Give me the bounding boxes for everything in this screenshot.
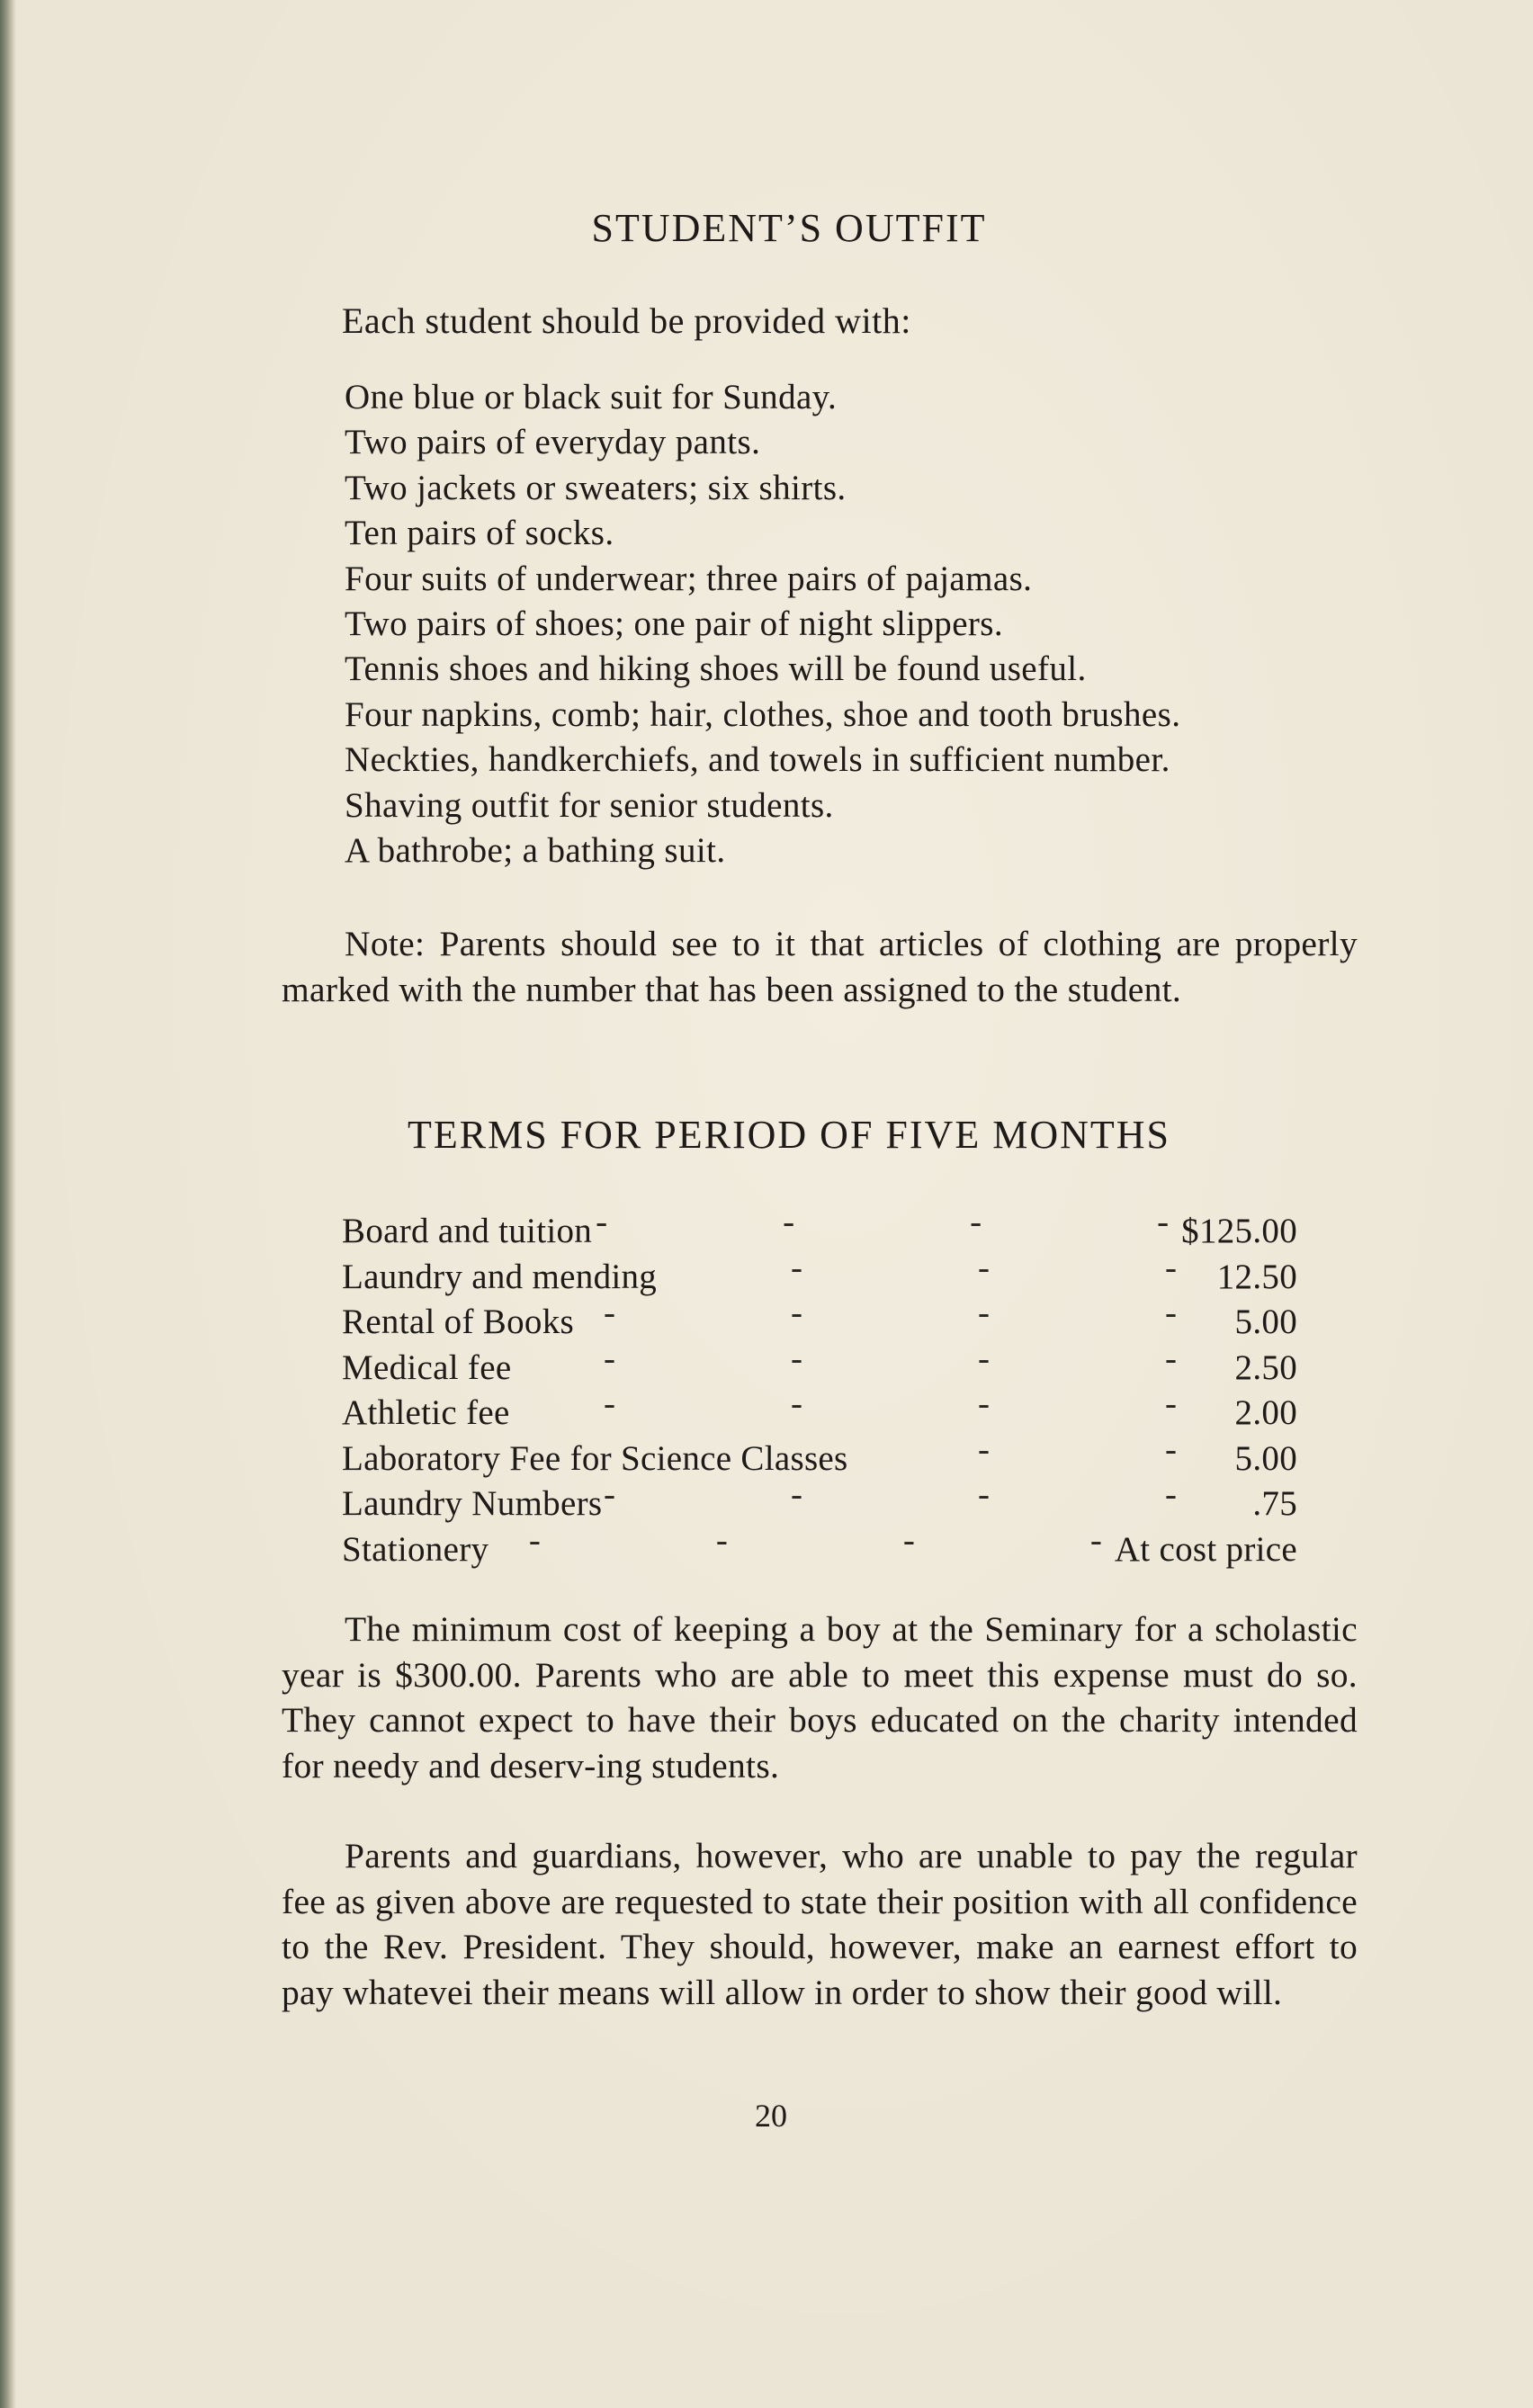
parents-paragraph-text: Parents and guardians, however, who are unable to pay the regular fee as given above are requested to state their position with all confidence to the Rev. President. They should, however, make an earnest effort to pay whatevei their means will allow in order to show their good will.	[282, 1836, 1358, 2012]
terms-row	[342, 1338, 1297, 1387]
terms-label: Medical fee	[342, 1347, 512, 1387]
dash-leader	[489, 1520, 1115, 1561]
outfit-item: Tennis shoes and hiking shoes will be found useful.	[345, 649, 1087, 689]
outfit-item: Four napkins, comb; hair, clothes, shoe and tooth brushes.	[345, 694, 1181, 734]
terms-table	[342, 1202, 1297, 1569]
outfit-item: Two pairs of shoes; one pair of night slippers.	[345, 604, 1004, 644]
terms-label: Laundry Numbers	[342, 1484, 603, 1523]
terms-label: Rental of Books	[342, 1302, 574, 1341]
terms-amount: .75	[1252, 1484, 1297, 1523]
terms-row	[342, 1383, 1297, 1432]
terms-row	[342, 1429, 1297, 1478]
clothing-note-text: Note: Parents should see to it that articles of clothing are properly marked with the number that has been assigned to the student.	[282, 924, 1358, 1009]
terms-amount: At cost price	[1114, 1529, 1297, 1569]
dash-leader	[657, 1248, 1189, 1288]
terms-amount: 12.50	[1216, 1257, 1297, 1296]
terms-row	[342, 1293, 1297, 1341]
clothing-note	[282, 921, 1358, 1012]
terms-heading: TERMS FOR PERIOD OF FIVE MONTHS	[407, 1113, 1170, 1157]
outfit-item: A bathrobe; a bathing suit.	[345, 831, 726, 871]
dash-leader	[602, 1474, 1189, 1515]
outfit-item: Two pairs of everyday pants.	[345, 423, 761, 462]
cost-paragraph	[282, 1607, 1358, 1788]
terms-amount: 2.50	[1234, 1347, 1297, 1387]
terms-label: Laboratory Fee for Science Classes	[342, 1438, 848, 1478]
terms-row	[342, 1520, 1297, 1569]
outfit-item: Neckties, handkerchiefs, and towels in sufficient number.	[345, 740, 1170, 780]
dash-leader	[510, 1383, 1189, 1424]
outfit-item: Two jackets or sweaters; six shirts.	[345, 468, 847, 507]
dash-leader	[848, 1429, 1189, 1470]
dash-leader	[511, 1338, 1189, 1379]
parents-paragraph	[282, 1833, 1358, 2015]
terms-amount: 5.00	[1234, 1302, 1297, 1341]
terms-label: Board and tuition	[342, 1212, 593, 1250]
terms-amount: 5.00	[1234, 1438, 1297, 1478]
cost-paragraph-text: The minimum cost of keeping a boy at the Seminary for a scholastic year is $300.00. Parents who are able to meet this expense must do so. They cannot expect to have their boys educated on the charity intended for needy and deserv-ing students.	[282, 1609, 1358, 1786]
outfit-list	[345, 375, 1180, 873]
outfit-intro: Each student should be provided with:	[342, 300, 911, 341]
terms-row	[342, 1474, 1297, 1523]
binding-edge	[0, 0, 16, 2408]
terms-label: Athletic fee	[342, 1393, 510, 1432]
terms-amount: $125.00	[1181, 1212, 1297, 1250]
outfit-item: Ten pairs of socks.	[345, 514, 614, 553]
terms-row	[342, 1202, 1297, 1248]
terms-row	[342, 1248, 1297, 1294]
terms-amount: 2.00	[1234, 1393, 1297, 1432]
terms-label: Stationery	[342, 1529, 489, 1569]
dash-leader	[592, 1202, 1181, 1242]
outfit-item: One blue or black suit for Sunday.	[345, 378, 838, 416]
outfit-item: Shaving outfit for senior students.	[345, 785, 834, 825]
terms-label: Laundry and mending	[342, 1257, 658, 1296]
dash-leader	[574, 1293, 1189, 1333]
outfit-heading: STUDENT’S OUTFIT	[591, 206, 987, 250]
page-number: 20	[755, 2098, 787, 2134]
outfit-item: Four suits of underwear; three pairs of pajamas.	[345, 559, 1033, 598]
